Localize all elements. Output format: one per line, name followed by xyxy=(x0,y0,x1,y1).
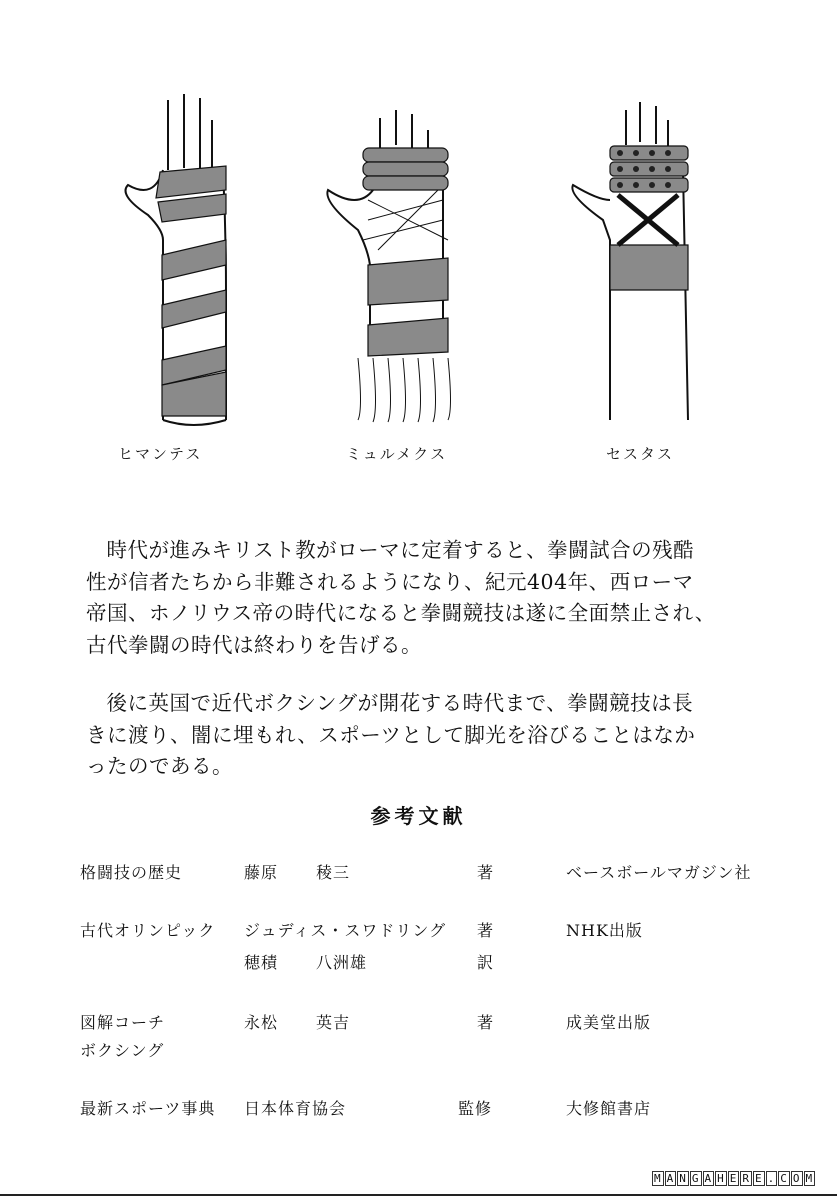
illustration-strip xyxy=(0,0,837,470)
watermark-letter: . xyxy=(767,1172,776,1185)
ref-title-line2: ボクシング xyxy=(80,1041,165,1060)
ref-translator-role: 訳 xyxy=(477,953,495,972)
text-line: 古代拳闘の時代は終わりを告げる。 xyxy=(86,632,422,657)
body-text xyxy=(86,535,766,810)
ref-title: 格闘技の歴史 xyxy=(80,863,183,882)
paragraph xyxy=(86,688,766,783)
ref-publisher: 成美堂出版 xyxy=(566,1013,652,1032)
ref-title: 図解コーチ xyxy=(80,1013,166,1032)
text-line: 性が信者たちから非難されるようになり、紀元404年、西ローマ xyxy=(86,569,694,594)
caestus-studded-hand-icon xyxy=(548,90,748,430)
ref-role: 監修 xyxy=(458,1099,493,1118)
ref-translator-family: 穂積 xyxy=(244,953,279,972)
watermark-letter: M xyxy=(805,1172,814,1185)
watermark-letter: G xyxy=(691,1172,700,1185)
ref-author-family: 永松 xyxy=(244,1013,279,1032)
ref-title: 古代オリンピック xyxy=(80,921,216,940)
text-line: 帝国、ホノリウス帝の時代になると拳闘競技は遂に全面禁止され、 xyxy=(86,601,716,625)
caption-myrmekes: ミュルメクス xyxy=(346,445,448,463)
watermark-letter: E xyxy=(729,1172,738,1185)
watermark-letter: C xyxy=(780,1172,788,1185)
text-line: きに渡り、闇に埋もれ、スポーツとして脚光を浴びることはなか xyxy=(86,722,696,747)
himantes-wrapped-hand-icon xyxy=(108,90,308,430)
text-line: 後に英国で近代ボクシングが開花する時代まで、拳闘競技は長 xyxy=(106,691,694,715)
caption-caestus: セスタス xyxy=(606,445,675,463)
text-line: ったのである。 xyxy=(86,754,233,778)
ref-author-given: 英吉 xyxy=(316,1013,351,1032)
ref-title: 最新スポーツ事典 xyxy=(80,1099,216,1118)
watermark-letter: H xyxy=(717,1172,725,1185)
watermark-letter: M xyxy=(654,1172,662,1185)
ref-author: 日本体育協会 xyxy=(244,1099,347,1118)
ref-author-given: 稜三 xyxy=(316,863,351,882)
ref-role: 著 xyxy=(477,1013,495,1032)
text-line: 時代が進みキリスト教がローマに定着すると、拳闘試合の残酷 xyxy=(106,538,695,562)
ref-author: ジュディス・スワドリング xyxy=(244,921,447,940)
references-title: 参考文献 xyxy=(370,804,467,828)
watermark-letter: O xyxy=(792,1172,801,1185)
caption-himantes: ヒマンテス xyxy=(118,445,203,463)
ref-publisher: ベースボールマガジン社 xyxy=(566,863,752,882)
paragraph xyxy=(86,535,766,661)
watermark-letter: R xyxy=(742,1172,750,1185)
ref-author-family: 藤原 xyxy=(244,863,279,882)
bottom-rule xyxy=(0,1194,837,1196)
watermark-letter: N xyxy=(679,1172,687,1185)
site-watermark xyxy=(652,1172,816,1185)
ref-role: 著 xyxy=(477,921,495,940)
ref-translator-given: 八洲雄 xyxy=(316,953,368,972)
watermark-letter: E xyxy=(755,1172,763,1185)
ref-publisher: NHK出版 xyxy=(566,921,643,940)
watermark-letter: A xyxy=(704,1172,713,1185)
myrmekes-wrapped-hand-icon xyxy=(318,90,518,430)
ref-role: 著 xyxy=(477,863,495,882)
ref-publisher: 大修館書店 xyxy=(566,1099,652,1118)
watermark-letter: A xyxy=(666,1172,675,1185)
